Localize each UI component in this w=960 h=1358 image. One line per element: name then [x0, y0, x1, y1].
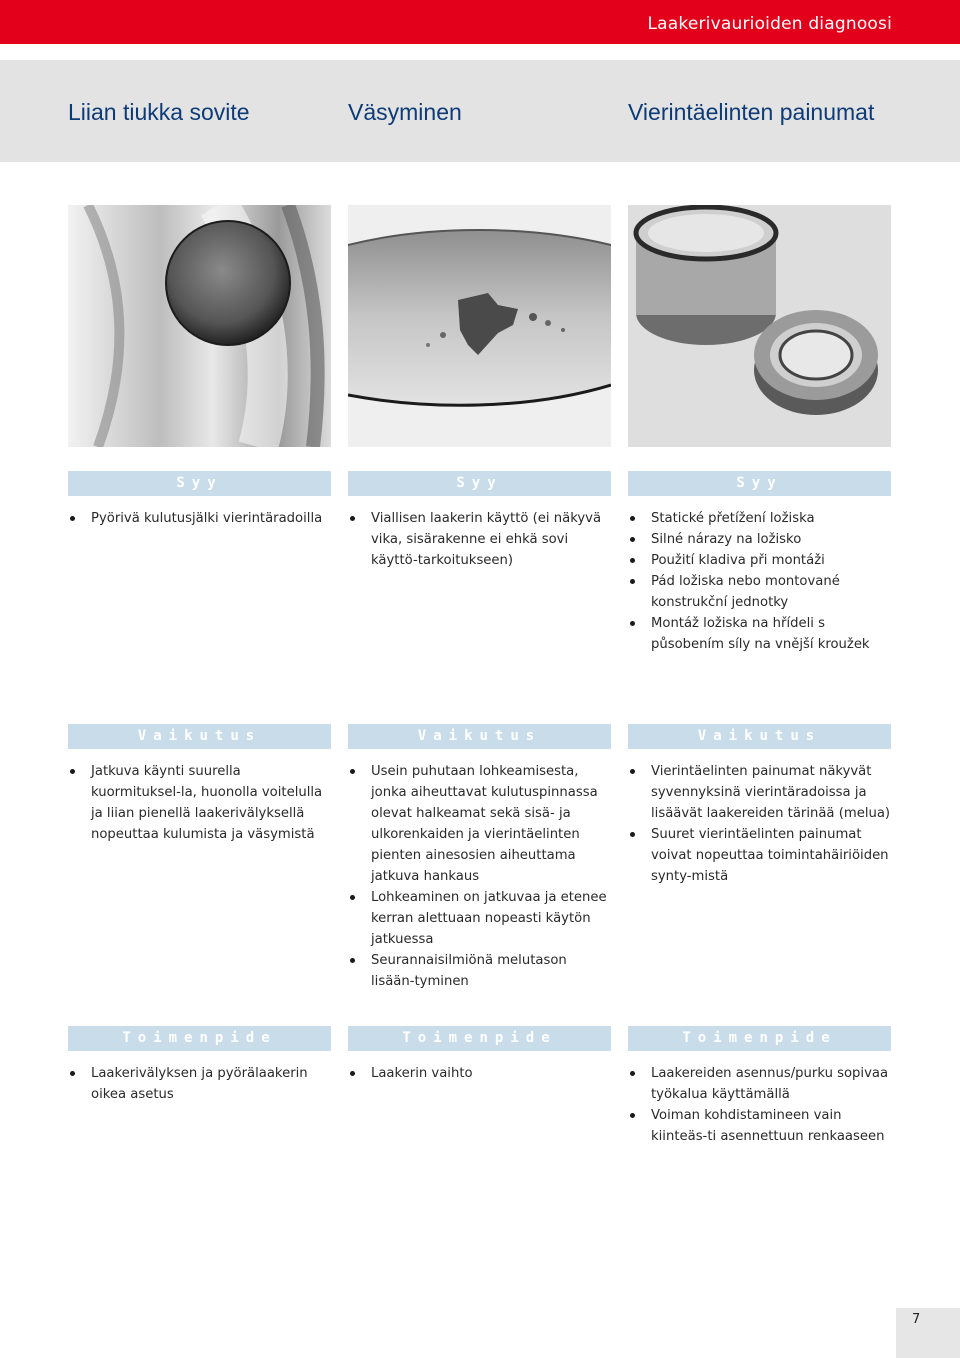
list-toimenpide-col1: [68, 1063, 331, 1105]
section-header-vaikutus: Vaikutus: [348, 724, 611, 749]
list-item: Suuret vierintäelinten painumat voivat nopeuttaa toimintahäiriöiden synty-mistä: [628, 824, 891, 887]
list-item: Jatkuva käynti suurella kuormituksel-la, huonolla voitelulla ja liian pienellä laakerivälyksellä nopeuttaa kulumista ja väsymistä: [68, 761, 331, 845]
list-item: Statické přetížení ložiska: [628, 508, 891, 529]
photo-brinelling-rings: [628, 205, 891, 447]
list-item: Laakerivälyksen ja pyörälaakerin oikea asetus: [68, 1063, 331, 1105]
section-header-toimenpide: Toimenpide: [628, 1026, 891, 1051]
list-vaikutus-col1: [68, 761, 331, 845]
list-item: Usein puhutaan lohkeamisesta, jonka aiheuttavat kulutuspinnassa olevat halkeamat sekä sisä- ja ulkorenkaiden ja vierintäelinten pienten ainesosien aiheuttama jatkuva hankaus: [348, 761, 611, 887]
photo-fatigue-spalling: [348, 205, 611, 447]
list-item: Použití kladiva při montáži: [628, 550, 891, 571]
page-number-box: [896, 1308, 960, 1358]
list-item: Silné nárazy na ložisko: [628, 529, 891, 550]
section-header-toimenpide: Toimenpide: [348, 1026, 611, 1051]
photo-tight-fit-raceway: [68, 205, 331, 447]
list-syy-col1: [68, 508, 331, 529]
section-header-vaikutus: Vaikutus: [68, 724, 331, 749]
section-header-syy: Syy: [68, 471, 331, 496]
list-item: Voiman kohdistamineen vain kiinteäs-ti asennettuun renkaaseen: [628, 1105, 891, 1147]
list-vaikutus-col3: [628, 761, 891, 887]
list-toimenpide-col2: [348, 1063, 611, 1084]
top-bar: [0, 0, 960, 44]
list-item: Pád ložiska nebo montované konstrukční jednotky: [628, 571, 891, 613]
list-item: Seurannaisilmiönä melutason lisään-tyminen: [348, 950, 611, 992]
list-item: Pyörivä kulutusjälki vierintäradoilla: [68, 508, 331, 529]
heading-liian-tiukka-sovite: Liian tiukka sovite: [68, 99, 250, 125]
list-vaikutus-col2: [348, 761, 611, 992]
section-header-toimenpide: Toimenpide: [68, 1026, 331, 1051]
list-item: Laakerin vaihto: [348, 1063, 611, 1084]
list-item: Lohkeaminen on jatkuvaa ja etenee kerran alettuaan nopeasti käytön jatkuessa: [348, 887, 611, 950]
list-toimenpide-col3: [628, 1063, 891, 1147]
list-item: Montáž ložiska na hřídeli s působením síly na vnější kroužek: [628, 613, 891, 655]
list-item: Laakereiden asennus/purku sopivaa työkalua käyttämällä: [628, 1063, 891, 1105]
heading-band: [0, 60, 960, 162]
heading-vierintaelinten-painumat: Vierintäelinten painumat: [628, 99, 875, 125]
list-item: Vierintäelinten painumat näkyvät syvennyksinä vierintäradoissa ja lisäävät laakereiden tärinää (melua): [628, 761, 891, 824]
list-syy-col2: [348, 508, 611, 571]
section-header-syy: Syy: [348, 471, 611, 496]
heading-vasyminen: Väsyminen: [348, 99, 462, 125]
section-header-syy: Syy: [628, 471, 891, 496]
document-title: Laakerivaurioiden diagnoosi: [647, 14, 892, 34]
list-syy-col3: [628, 508, 891, 655]
list-item: Viallisen laakerin käyttö (ei näkyvä vika, sisärakenne ei ehkä sovi käyttö-tarkoitukseen): [348, 508, 611, 571]
page-number: 7: [912, 1312, 921, 1327]
section-header-vaikutus: Vaikutus: [628, 724, 891, 749]
